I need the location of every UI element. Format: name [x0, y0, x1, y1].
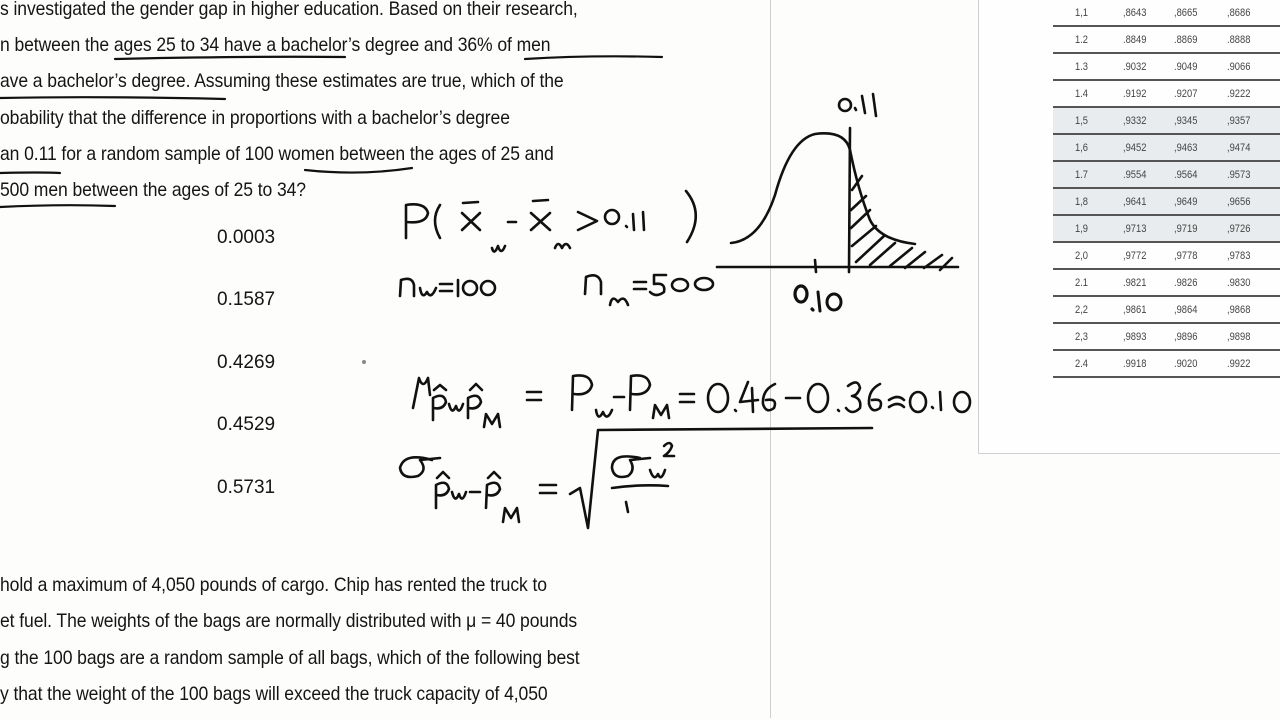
question1-line: s investigated the gender gap in higher education. Based on their research,	[0, 0, 578, 20]
z-table-row: 1,6 ,9452 ,9463 ,9474	[1053, 135, 1280, 162]
question2-line: y that the weight of the 100 bags will exceed the truck capacity of 4,050	[0, 683, 548, 705]
answer-choice-b: 0.1587	[217, 289, 276, 310]
z-table-row: 1.7 .9554 .9564 .9573	[1053, 162, 1280, 189]
z-table-row: 1.3 .9032 .9049 .9066	[1053, 54, 1280, 81]
z-table-row: 2.4 .9918 .9020 .9922	[1053, 351, 1280, 378]
question2-line: hold a maximum of 4,050 pounds of cargo. Chip has rented the truck to	[0, 574, 547, 596]
page-divider	[770, 0, 771, 718]
z-table-row: 1.2 .8849 .8869 .8888	[1053, 27, 1280, 54]
question2-line: et fuel. The weights of the bags are normally distributed with μ = 40 pounds	[0, 610, 578, 632]
z-table-row: 1,8 ,9641 ,9649 ,9656	[1053, 189, 1280, 216]
z-table-row: 2,3 ,9893 ,9896 ,9898	[1053, 324, 1280, 351]
z-table-row: 2.1 .9821 .9826 .9830	[1053, 270, 1280, 297]
question1-line: ave a bachelor’s degree. Assuming these estimates are true, which of the	[0, 70, 564, 92]
answer-choice-c: 0.4269	[217, 352, 276, 373]
answer-choice-a: 0.0003	[217, 227, 276, 248]
question1-line: n between the ages 25 to 34 have a bachelor’s degree and 36% of men	[0, 34, 551, 56]
z-table-row: 1.4 .9192 .9207 .9222	[1053, 81, 1280, 108]
question1-line: an 0.11 for a random sample of 100 women between the ages of 25 and	[0, 143, 554, 165]
question1-line: obability that the difference in proportions with a bachelor’s degree	[0, 107, 510, 129]
question2-line: g the 100 bags are a random sample of all bags, which of the following best	[0, 647, 580, 669]
z-table-row: 1,1 ,8643 ,8665 ,8686	[1053, 0, 1280, 27]
z-table	[1053, 0, 1280, 378]
z-table-row: 2,2 ,9861 ,9864 ,9868	[1053, 297, 1280, 324]
z-table-row: 1,5 ,9332 ,9345 ,9357	[1053, 108, 1280, 135]
z-table-row: 2,0 ,9772 ,9778 ,9783	[1053, 243, 1280, 270]
z-table-row: 1,9 ,9713 ,9719 ,9726	[1053, 216, 1280, 243]
answer-choice-d: 0.4529	[217, 414, 276, 435]
cursor-dot	[362, 360, 366, 364]
answer-choice-e: 0.5731	[217, 477, 276, 498]
question1-line: 500 men between the ages of 25 to 34?	[0, 179, 306, 201]
